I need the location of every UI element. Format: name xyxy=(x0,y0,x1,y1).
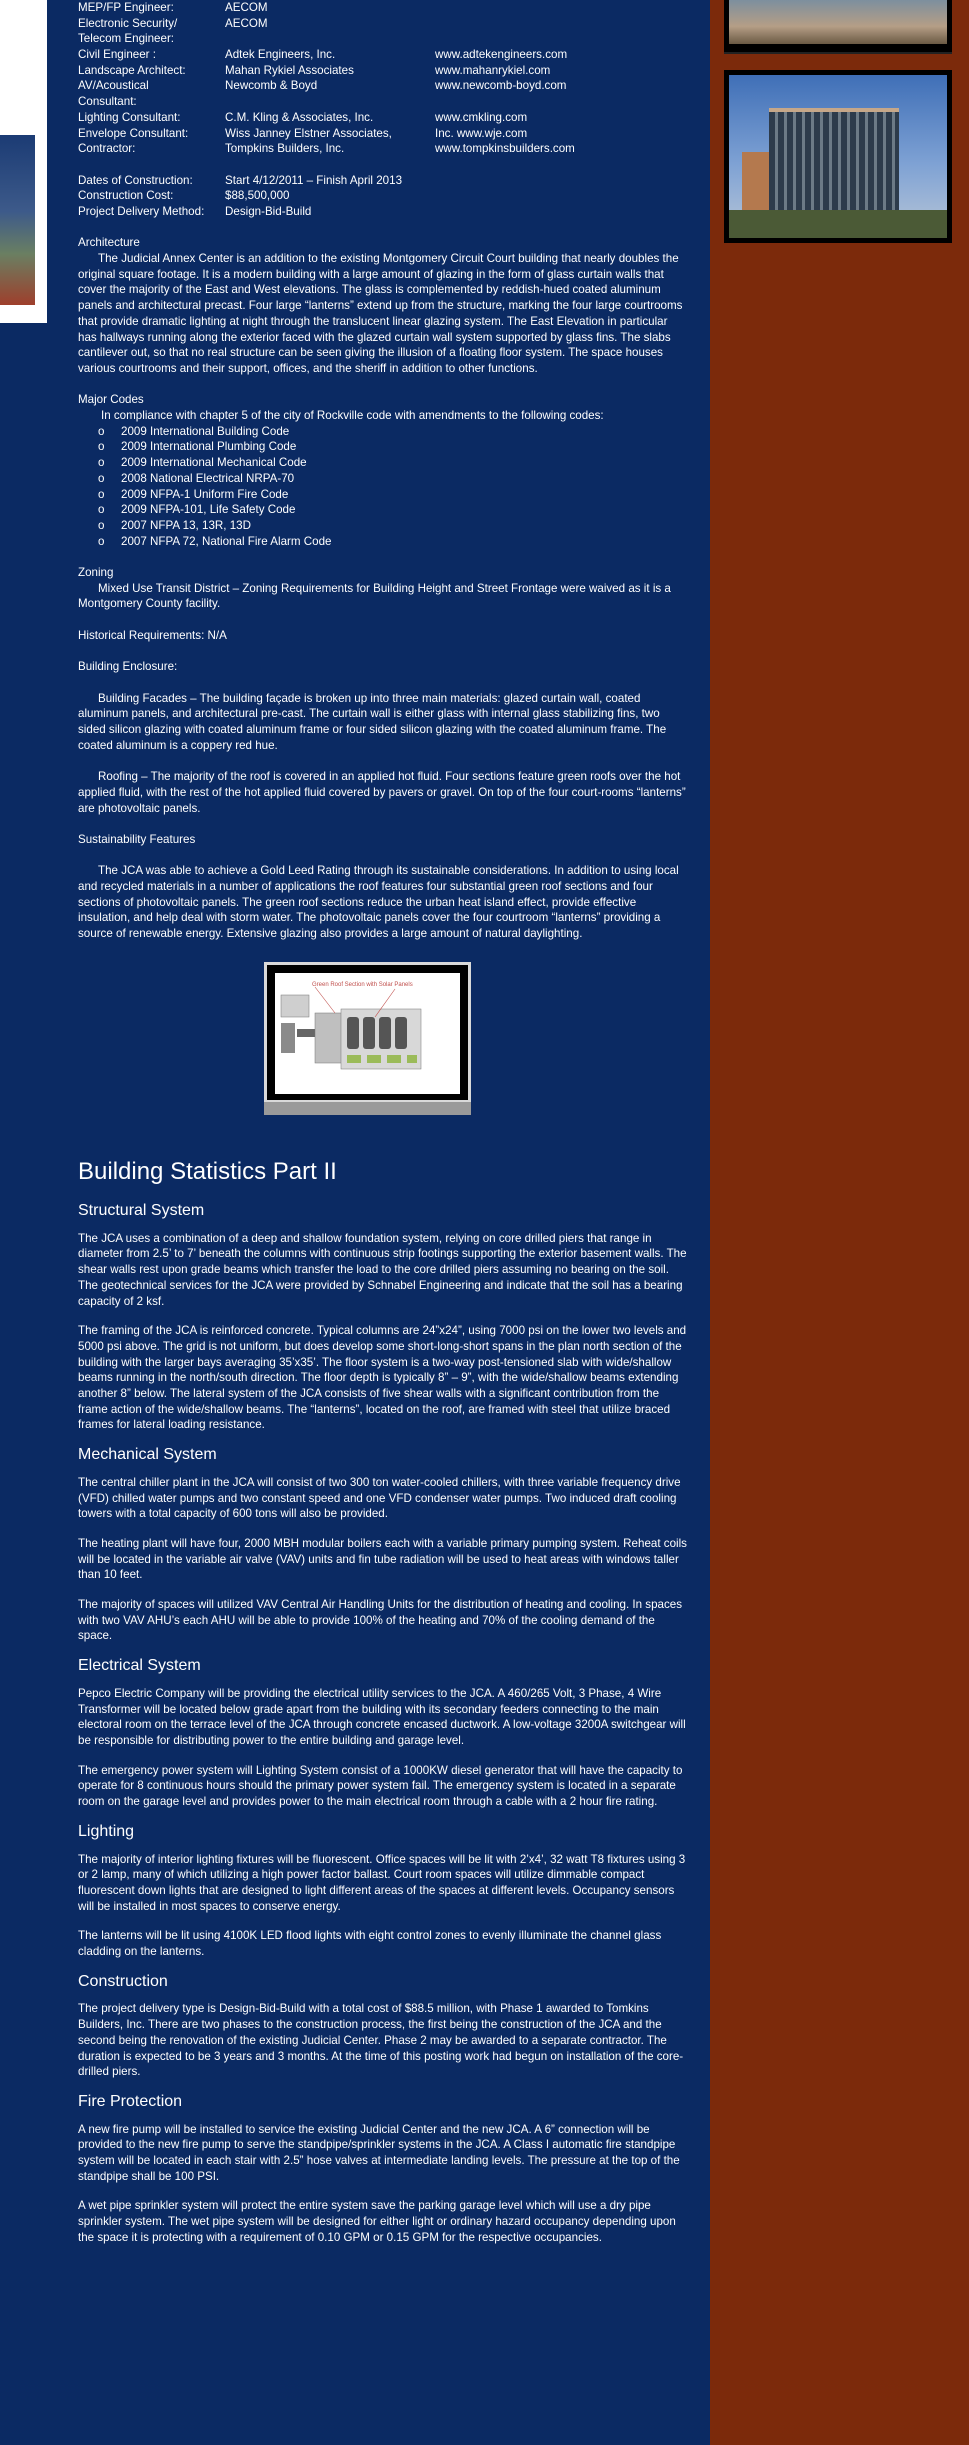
facades-text: Building Facades – The building façade is broken up into three main materials: glazed curtain wall, coated aluminum panels, and architectural pre-cast. The curtain wall is either glass with internal glass stabilizing fins, two sided silicon glazing with coated aluminum frame or four sided silicon glazing with the coated aluminum frame. The coated aluminum is a coppery red hue. xyxy=(78,691,667,752)
code-text: 2009 NFPA-101, Life Safety Code xyxy=(121,503,296,517)
roofing-text: Roofing – The majority of the roof is covered in an applied hot fluid. Four sections feature green roofs over the hot applied fluid, with the rest of the hot applied fluid covered by pavers or gravel. On top of the four court-rooms “lanterns” are photovoltaic panels. xyxy=(78,770,686,815)
team-website: Inc. www.wje.com xyxy=(435,126,528,140)
architecture-heading: Architecture xyxy=(78,236,140,250)
project-fact-value: Start 4/12/2011 – Finish April 2013 xyxy=(225,173,403,187)
section-paragraph: A new fire pump will be installed to service the existing Judicial Center and the new JCA. A 6” connection will be provided to the new fire pump to serve the standpipe/sprinkler systems in the JCA. A Class I automatic fire standpipe system will be located in each stair with 2.5” hose valves at intermediate landing levels. The pressure at the top of the standpipe shall be 100 PSI. xyxy=(78,2122,680,2183)
stats-section xyxy=(78,1824,688,1960)
bullet-marker: o xyxy=(98,487,105,501)
bullet-marker: o xyxy=(98,456,105,470)
bullet-marker: o xyxy=(98,534,105,548)
section-paragraph: The central chiller plant in the JCA will consist of two 300 ton water-cooled chillers, with three variable frequency drive (VFD) chilled water pumps and two constant speed and one VFD condenser water pumps. Two induced draft cooling towers with a total capacity of 600 tons will also be provided. xyxy=(78,1475,681,1521)
code-item xyxy=(98,439,688,455)
team-row xyxy=(78,63,688,79)
project-fact-value: Design-Bid-Build xyxy=(225,204,312,218)
team-row xyxy=(78,78,688,94)
project-facts-table xyxy=(78,173,688,220)
team-firm xyxy=(225,94,435,110)
code-text: 2009 NFPA-1 Uniform Fire Code xyxy=(121,487,289,501)
team-website: www.cmkling.com xyxy=(435,110,528,124)
photo-interior xyxy=(729,0,947,44)
right-sidebar-background xyxy=(710,0,969,2445)
section-heading: Mechanical System xyxy=(78,1446,217,1464)
section-paragraph: The JCA uses a combination of a deep and shallow foundation system, relying on core drilled piers that range in diameter from 2.5’ to 7’ beneath the columns with continuous strip footings supporting the exterior basement walls. The shear walls rest upon grade beams which transfer the load to the core drilled piers assuming no bearing on the soil. The geotechnical services for the JCA were provided by Schnabel Engineering and indicate that the soil has a bearing capacity of 2 ksf. xyxy=(78,1231,687,1308)
stats-section xyxy=(78,2094,688,2246)
team-firm: Mahan Rykiel Associates xyxy=(225,63,354,77)
team-role: MEP/FP Engineer: xyxy=(78,1,174,14)
section-paragraph: The framing of the JCA is reinforced concrete. Typical columns are 24”x24”, using 7000 psi on the lower two levels and 5000 psi above. The grid is not uniform, but does develop some short-long-short spans in the plan north section of the building with the larger bays averaging 35’x35’. The floor system is a two-way post-tensioned slab with wide/shallow beams running in the north/south direction. The floor depth is typically 8” – 9”, with the wide/shallow beams extending another 8” below. The lateral system of the JCA consists of five shear walls with a significant contribution from the frame action of the wide/shallow beams. The “lanterns”, located on the roof, are framed with steel that utilize braced frames for lateral loading resistance. xyxy=(78,1324,687,1432)
enclosure-heading: Building Enclosure: xyxy=(78,660,178,674)
code-text: 2007 NFPA 13, 13R, 13D xyxy=(121,518,251,532)
team-firm: Wiss Janney Elstner Associates, xyxy=(225,126,392,140)
figure-annotation: Green Roof Section with Solar Panels xyxy=(312,982,413,988)
team-firm: AECOM xyxy=(225,1,268,14)
code-item xyxy=(98,518,688,534)
team-row xyxy=(78,141,688,157)
team-row xyxy=(78,31,688,47)
team-row xyxy=(78,47,688,63)
architecture-text: The Judicial Annex Center is an addition to the existing Montgomery Circuit Court building that nearly doubles the original square footage. It is a modern building with a large amount of glazing in the form of glass curtain walls that cover the majority of the East and West elevations. The glass is complemented by reddish-hued coated aluminum panels and architectural precast. Four large “lanterns” extend up from the structure, marking the four large courtrooms that provide dramatic lighting at night through the translucent linear glazing system. The East Elevation in particular has hallways running along the exterior faced with the glazed curtain wall system supported by glass fins. The slabs cantilever out, so that no real structure can be seen giving the illusion of a floating floor system. The space houses various courtrooms and their support, offices, and the sheriff in addition to other functions. xyxy=(78,252,683,375)
project-fact-row xyxy=(78,173,688,189)
project-fact-label: Dates of Construction: xyxy=(78,173,193,187)
photo-ground xyxy=(729,210,947,238)
code-item xyxy=(98,471,688,487)
green-roof-figure[interactable] xyxy=(264,962,471,1115)
sustainability-text: The JCA was able to achieve a Gold Leed Rating through its sustainable considerations. In addition to using local and recycled materials in a number of applications the roof features four substantial green roof sections and four sections of photovoltaic panels. The green roof sections reduce the urban heat island effect, provide effective insulation, and help deal with storm water. The photovoltaic panels cover the four courtroom “lanterns” providing a source of renewable energy. Extensive glazing also provides a large amount of natural daylighting. xyxy=(78,864,679,941)
team-role: Electronic Security/ xyxy=(78,16,178,30)
bullet-marker: o xyxy=(98,424,105,438)
team-website: www.mahanrykiel.com xyxy=(435,63,551,77)
historical-requirements: Historical Requirements: N/A xyxy=(78,628,227,642)
team-role: AV/Acoustical xyxy=(78,79,149,93)
team-firm: Tompkins Builders, Inc. xyxy=(225,142,345,156)
zoning-heading: Zoning xyxy=(78,566,114,580)
team-role: Envelope Consultant: xyxy=(78,126,189,140)
photo-main-building xyxy=(769,108,899,222)
section-paragraph: The heating plant will have four, 2000 MBH modular boilers each with a variable primary pumping system. Reheat coils will be located in the variable air valve (VAV) units and fin tube radiation will be used to heat areas with windows taller than 10 feet. xyxy=(78,1536,687,1582)
team-role: Contractor: xyxy=(78,142,136,156)
team-role: Civil Engineer : xyxy=(78,48,156,62)
project-fact-row xyxy=(78,188,688,204)
project-info xyxy=(78,0,688,942)
section-paragraph: The emergency power system will Lighting System consist of a 1000KW diesel generator that will have the capacity to operate for 8 continuous hours should the primary power system fail. The emergency system is located in a separate room on the garage level and provides power to the main electrical room through a cable with a 2 hour fire rating. xyxy=(78,1763,683,1809)
bullet-marker: o xyxy=(98,440,105,454)
codes-heading: Major Codes xyxy=(78,393,144,407)
team-firm xyxy=(225,31,435,47)
team-role: Consultant: xyxy=(78,95,137,109)
stats-section xyxy=(78,1974,688,2080)
stats-section xyxy=(78,1203,688,1433)
bullet-marker: o xyxy=(98,471,105,485)
section-heading: Fire Protection xyxy=(78,2092,183,2110)
codes-list xyxy=(78,424,688,550)
project-fact-value: $88,500,000 xyxy=(225,189,290,203)
stats-title: Building Statistics Part II xyxy=(78,1158,337,1185)
code-text: 2009 International Plumbing Code xyxy=(121,440,297,454)
team-website: www.adtekengineers.com xyxy=(435,48,568,62)
figure-viewer-bar[interactable] xyxy=(264,1102,471,1115)
team-firm: C.M. Kling & Associates, Inc. xyxy=(225,110,374,124)
building-thumbnail-image xyxy=(0,135,35,305)
building-statistics xyxy=(78,1203,688,2260)
team-row xyxy=(78,16,688,32)
team-role: Telecom Engineer: xyxy=(78,32,175,46)
team-firm: AECOM xyxy=(225,16,268,30)
section-heading: Electrical System xyxy=(78,1657,201,1675)
left-thumbnail[interactable] xyxy=(0,0,47,323)
project-fact-row xyxy=(78,204,688,220)
code-item xyxy=(98,487,688,503)
team-website: www.tompkinsbuilders.com xyxy=(435,142,575,156)
section-paragraph: The project delivery type is Design-Bid-Build with a total cost of $88.5 million, with Phase 1 awarded to Tomkins Builders, Inc. There are two phases to the construction process, the first being the construction of the JCA and the second being the renovation of the existing Judicial Center. Phase 2 may be awarded to a separate contractor. The duration is expected to be 3 years and 3 months. At the time of this posting work had begun on installation of the core-drilled piers. xyxy=(78,2002,684,2079)
section-paragraph: Pepco Electric Company will be providing the electrical utility services to the JCA. A 460/265 Volt, 3 Phase, 4 Wire Transformer will be located below grade apart from the building with its secondary feeders connecting to the main electoral room on the terrace level of the JCA through concrete encased ductwork. A low-voltage 3200A switchgear will be responsible for distributing power to the entire building and garage level. xyxy=(78,1686,686,1747)
section-heading: Structural System xyxy=(78,1202,205,1219)
code-item xyxy=(98,534,688,550)
section-heading: Lighting xyxy=(78,1822,135,1840)
section-paragraph: The majority of spaces will utilized VAV Central Air Handling Units for the distribution of heating and cooling. In spaces with two VAV AHU’s each AHU will be able to provide 100% of the heating and 70% of the cooling demand of the space. xyxy=(78,1598,683,1643)
bullet-marker: o xyxy=(98,518,105,532)
sidebar-photo-building[interactable] xyxy=(724,70,952,243)
section-paragraph: A wet pipe sprinkler system will protect the entire system save the parking garage level which will use a dry pipe sprinkler system. The wet pipe system will be designed for either light or ordinary hazard occupancy depending upon the space it is protecting with a requirement of 0.10 GPM or 0.15 GPM for the respective occupancies. xyxy=(78,2199,676,2244)
code-item xyxy=(98,455,688,471)
project-team-table xyxy=(78,0,688,157)
section-heading: Construction xyxy=(78,1972,168,1990)
team-role: Lighting Consultant: xyxy=(78,110,181,124)
code-text: 2008 National Electrical NRPA-70 xyxy=(121,471,295,485)
sustainability-heading: Sustainability Features xyxy=(78,832,196,846)
roof-plan-drawing xyxy=(275,973,460,1094)
team-row xyxy=(78,0,688,16)
zoning-text: Mixed Use Transit District – Zoning Requirements for Building Height and Street Frontage were waived as it is a Montgomery County facility. xyxy=(78,581,671,611)
code-item xyxy=(98,424,688,440)
team-row xyxy=(78,94,688,110)
team-row xyxy=(78,126,688,142)
code-text: 2007 NFPA 72, National Fire Alarm Code xyxy=(121,534,332,548)
project-fact-label: Construction Cost: xyxy=(78,189,174,203)
code-text: 2009 International Building Code xyxy=(121,424,290,438)
project-fact-label: Project Delivery Method: xyxy=(78,204,205,218)
team-firm: Newcomb & Boyd xyxy=(225,79,318,93)
team-row xyxy=(78,110,688,126)
team-role: Landscape Architect: xyxy=(78,63,186,77)
code-text: 2009 International Mechanical Code xyxy=(121,456,307,470)
team-website: www.newcomb-boyd.com xyxy=(435,79,567,93)
roof-plan-svg xyxy=(275,973,460,1094)
codes-intro: In compliance with chapter 5 of the city of Rockville code with amendments to the following codes: xyxy=(101,409,604,423)
code-item xyxy=(98,502,688,518)
stats-section xyxy=(78,1447,688,1644)
section-paragraph: The lanterns will be lit using 4100K LED flood lights with eight control zones to evenly illuminate the channel glass cladding on the lanterns. xyxy=(78,1929,662,1959)
stats-section xyxy=(78,1658,688,1810)
team-firm: Adtek Engineers, Inc. xyxy=(225,48,336,62)
bullet-marker: o xyxy=(98,503,105,517)
section-paragraph: The majority of interior lighting fixtures will be fluorescent. Office spaces will be lit with 2’x4’, 32 watt T8 fixtures using 3 or 2 lamp, many of which utilizing a high power factor ballast. Court room spaces will utilize dimmable compact fluorescent down lights that are designed to light different areas of the spaces at different levels. Occupancy sensors will be installed in most spaces to conserve energy. xyxy=(78,1852,686,1913)
sidebar-photo-1[interactable] xyxy=(724,0,952,54)
